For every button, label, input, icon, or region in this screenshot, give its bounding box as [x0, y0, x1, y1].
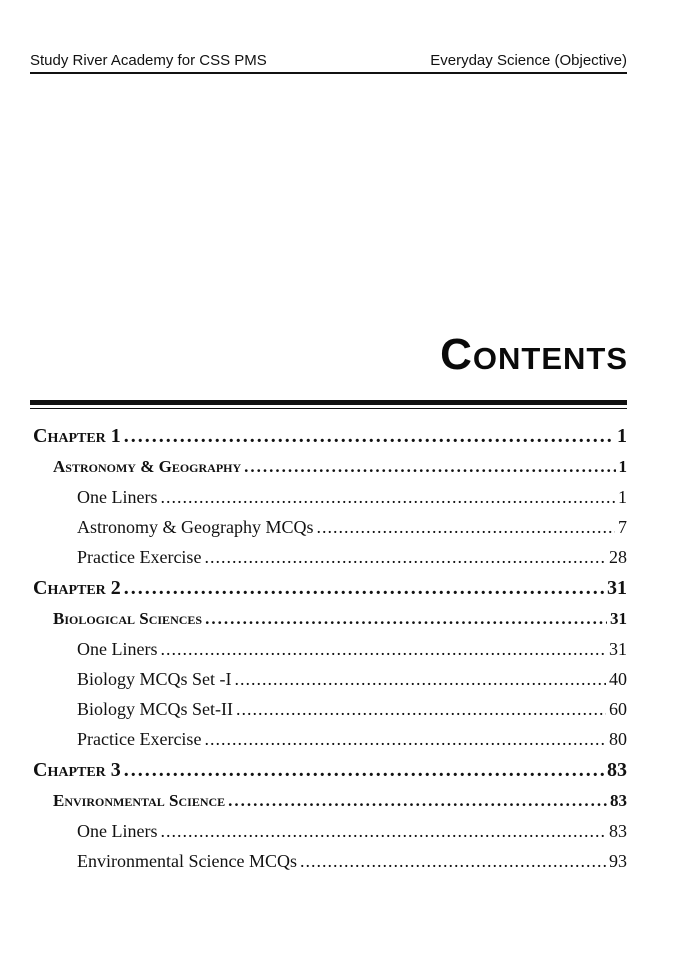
toc-subsection-entry[interactable]	[30, 699, 627, 729]
dot-leader	[160, 487, 615, 508]
table-of-contents	[30, 425, 627, 881]
dot-leader	[204, 547, 606, 568]
toc-subsection-entry[interactable]	[30, 729, 627, 759]
header-left: Study River Academy for CSS PMS	[30, 52, 267, 69]
toc-entry-label: Chapter 3	[33, 759, 121, 781]
toc-entry-label: Astronomy & Geography MCQs	[77, 517, 314, 537]
toc-entry-label: Practice Exercise	[77, 729, 202, 749]
dot-leader	[124, 577, 604, 600]
toc-entry-label: Environmental Science	[53, 791, 226, 810]
dot-leader	[228, 791, 607, 811]
toc-entry-page-number: 1	[618, 487, 627, 507]
dot-leader	[160, 821, 606, 842]
toc-entry-page-number: 80	[609, 729, 627, 749]
toc-entry-label: Biological Sciences	[53, 609, 203, 628]
toc-entry-label: Chapter 2	[33, 577, 121, 599]
toc-subsection-entry[interactable]	[30, 517, 627, 547]
toc-entry-page-number: 40	[609, 669, 627, 689]
toc-entry-page-number: 31	[609, 639, 627, 659]
toc-entry-page-number: 83	[609, 821, 627, 841]
toc-subsection-entry[interactable]	[30, 821, 627, 851]
dot-leader	[160, 639, 606, 660]
title-rule	[30, 400, 627, 405]
toc-entry-page-number: 31	[610, 609, 627, 628]
toc-entry-label: Astronomy & Geography	[53, 457, 242, 476]
dot-leader	[204, 729, 606, 750]
toc-subsection-entry[interactable]	[30, 669, 627, 699]
toc-section-entry[interactable]	[30, 609, 627, 639]
dot-leader	[317, 517, 616, 538]
toc-entry-page-number: 31	[607, 577, 627, 599]
dot-leader	[124, 425, 614, 448]
toc-section-entry[interactable]	[30, 791, 627, 821]
toc-entry-page-number: 83	[610, 791, 627, 810]
toc-entry-label: One Liners	[77, 639, 158, 659]
toc-entry-label: Chapter 1	[33, 425, 121, 447]
toc-chapter-entry[interactable]	[30, 759, 627, 791]
dot-leader	[205, 609, 607, 629]
dot-leader	[124, 759, 604, 782]
toc-subsection-entry[interactable]	[30, 639, 627, 669]
toc-entry-label: One Liners	[77, 487, 158, 507]
toc-entry-page-number: 83	[607, 759, 627, 781]
dot-leader	[236, 699, 606, 720]
toc-entry-label: Environmental Science MCQs	[77, 851, 297, 871]
toc-entry-label: One Liners	[77, 821, 158, 841]
toc-entry-label: Practice Exercise	[77, 547, 202, 567]
toc-entry-page-number: 1	[617, 425, 627, 447]
toc-entry-page-number: 60	[609, 699, 627, 719]
toc-chapter-entry[interactable]	[30, 425, 627, 457]
toc-subsection-entry[interactable]	[30, 547, 627, 577]
dot-leader	[300, 851, 606, 872]
toc-chapter-entry[interactable]	[30, 577, 627, 609]
title-rule-thin	[30, 408, 627, 409]
toc-entry-page-number: 1	[618, 457, 627, 476]
header-right: Everyday Science (Objective)	[430, 52, 627, 69]
running-header	[30, 52, 627, 74]
page-title: Contents	[440, 330, 628, 379]
toc-entry-page-number: 28	[609, 547, 627, 567]
toc-entry-label: Biology MCQs Set-II	[77, 699, 234, 719]
toc-entry-page-number: 7	[618, 517, 627, 537]
toc-entry-label: Biology MCQs Set -I	[77, 669, 232, 689]
toc-section-entry[interactable]	[30, 457, 627, 487]
dot-leader	[244, 457, 615, 477]
dot-leader	[235, 669, 606, 690]
toc-subsection-entry[interactable]	[30, 487, 627, 517]
toc-subsection-entry[interactable]	[30, 851, 627, 881]
toc-entry-page-number: 93	[609, 851, 627, 871]
